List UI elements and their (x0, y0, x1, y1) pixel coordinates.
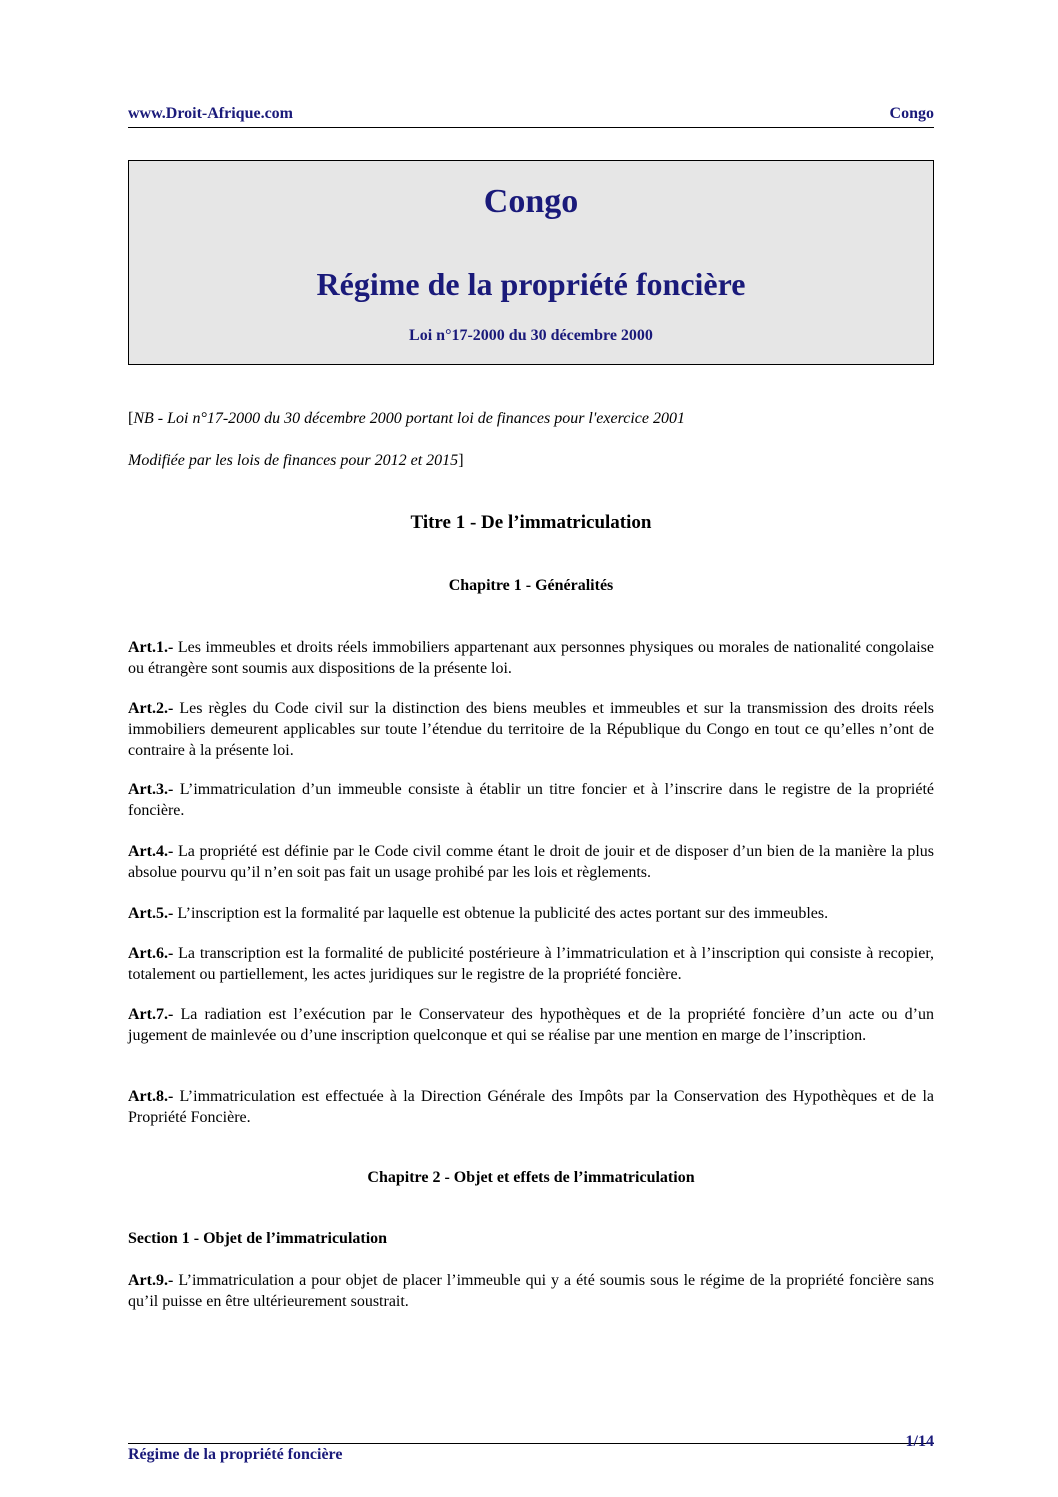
article-number: Art.3.- (128, 781, 174, 798)
article-number: Art.9.- (128, 1272, 174, 1289)
article-text: L’immatriculation d’un immeuble consiste à établir un titre foncier et à l’inscrire dans le registre de la propriété foncière. (128, 781, 934, 819)
article-text: Les immeubles et droits réels immobiliers appartenant aux personnes physiques ou morales de nationalité congolaise ou étrangère sont soumis aux dispositions de la présente loi. (128, 639, 934, 677)
title-box (128, 160, 934, 365)
note-line-1 (128, 410, 685, 428)
article-1 (128, 637, 934, 679)
article-text: La propriété est définie par le Code civil comme étant le droit de jouir et de disposer d’un bien de la manière la plus absolue pourvu qu’il n’en soit pas fait un usage prohibé par les lois et règlements. (128, 843, 934, 881)
chapter-2-heading: Chapitre 2 - Objet et effets de l’immatriculation (367, 1169, 695, 1186)
article-text: La transcription est la formalité de publicité postérieure à l’immatriculation et à l’inscription qui consiste à recopier, totalement ou partiellement, les actes juridiques sur le registre de la propriété foncière. (128, 945, 934, 983)
header-country: Congo (889, 105, 934, 122)
document-title: Régime de la propriété foncière (316, 266, 746, 302)
chapter-1-heading: Chapitre 1 - Généralités (448, 577, 614, 594)
section-1-heading: Section 1 - Objet de l’immatriculation (128, 1230, 388, 1247)
article-text: L’inscription est la formalité par laquelle est obtenue la publicité des actes portant sur des immeubles. (173, 905, 829, 922)
article-3 (128, 779, 934, 821)
article-number: Art.6.- (128, 945, 174, 962)
note-text-2: Modifiée par les lois de finances pour 2012 et 2015 (128, 452, 459, 469)
header-website: www.Droit-Afrique.com (128, 105, 294, 122)
note-line-2 (128, 452, 464, 470)
note-open-bracket: [ (128, 410, 134, 427)
article-number: Art.2.- (128, 700, 174, 717)
article-8 (128, 1086, 934, 1128)
article-7 (128, 1004, 934, 1046)
article-text: La radiation est l’exécution par le Conservateur des hypothèques et de la propriété foncière d’un acte ou d’un jugement de mainlevée ou d’une inscription quelconque et qui se réalise par une mention en marge de l’inscription. (128, 1006, 934, 1044)
article-number: Art.5.- (128, 905, 174, 922)
article-5 (128, 903, 934, 924)
footer-document-title: Régime de la propriété foncière (128, 1446, 343, 1463)
note-text-1: NB - Loi n°17-2000 du 30 décembre 2000 portant loi de finances pour l'exercice 2001 (133, 410, 685, 427)
article-text: L’immatriculation a pour objet de placer l’immeuble qui y a été soumis sous le régime de la propriété foncière sans qu’il puisse en être ultérieurement soustrait. (128, 1272, 934, 1310)
article-number: Art.4.- (128, 843, 174, 860)
article-number: Art.1.- (128, 639, 174, 656)
article-text: Les règles du Code civil sur la distinction des biens meubles et immeubles et sur la transmission des droits réels immobiliers demeurent applicables sur toute l’étendue du territoire de la République du Congo en tout ce qu’elles n’ont de contraire à la présente loi. (128, 700, 934, 759)
page-header (128, 105, 934, 128)
article-number: Art.7.- (128, 1006, 174, 1023)
document-country: Congo (483, 183, 579, 220)
document-law-reference: Loi n°17-2000 du 30 décembre 2000 (409, 327, 653, 344)
article-number: Art.8.- (128, 1088, 174, 1105)
note-close-bracket: ] (458, 452, 464, 469)
article-2 (128, 698, 934, 761)
article-4 (128, 841, 934, 883)
article-text: L’immatriculation est effectuée à la Direction Générale des Impôts par la Conservation des Hypothèques et de la Propriété Foncière. (128, 1088, 934, 1126)
article-9 (128, 1270, 934, 1312)
article-6 (128, 943, 934, 985)
page-number: 1/14 (905, 1433, 934, 1450)
page-footer (128, 1433, 934, 1466)
titre-heading: Titre 1 - De l’immatriculation (410, 512, 652, 533)
